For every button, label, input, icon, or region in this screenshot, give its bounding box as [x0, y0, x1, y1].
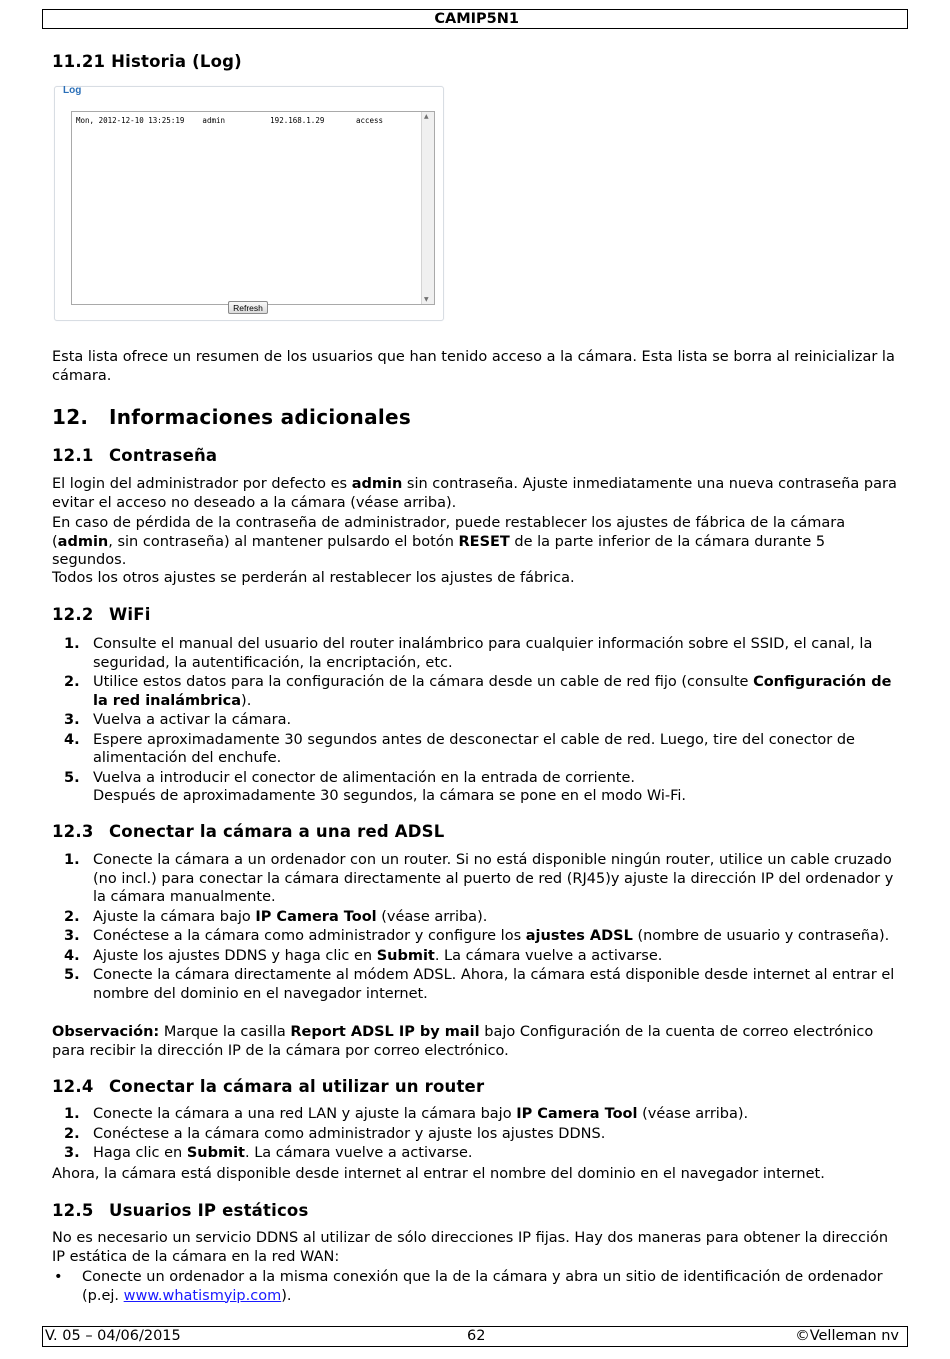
item-number: 5.	[64, 769, 80, 786]
item-number: 1.	[64, 852, 80, 868]
section-number: 12.3	[52, 822, 94, 841]
item-text: Haga clic en	[93, 1145, 187, 1161]
whatismyip-link[interactable]: www.whatismyip.com	[123, 1287, 282, 1304]
section-number: 12.1	[52, 446, 94, 465]
password-paragraph-2	[52, 514, 902, 570]
section-title: Conectar la cámara al utilizar un router	[109, 1077, 485, 1096]
list-item	[52, 1125, 902, 1144]
adsl-note	[52, 1023, 902, 1060]
bold-run: admin	[57, 533, 109, 550]
item-text: . La cámara vuelve a activarse.	[244, 1145, 473, 1161]
item-number: 2.	[64, 1125, 80, 1142]
text-run: ).	[281, 1287, 292, 1304]
text-run: En caso de pérdida de la contraseña de administrador, puede restablecer los ajustes de fábrica de la cámara (	[52, 515, 846, 550]
footer-version: V. 05 – 04/06/2015	[45, 1328, 181, 1344]
list-item	[52, 635, 902, 672]
router-after-text: Ahora, la cámara está disponible desde internet al entrar el nombre del dominio en el navegador internet.	[52, 1166, 825, 1182]
bold-run: IP Camera Tool	[255, 908, 377, 925]
list-item	[52, 851, 902, 907]
log-textarea[interactable]	[71, 111, 435, 305]
bold-run: ajustes ADSL	[525, 928, 633, 944]
text-run: Conecte un ordenador a la misma conexión que la de la cámara y abra un sitio de identificación de ordenador (p.ej.	[82, 1269, 883, 1304]
list-item	[52, 1105, 902, 1124]
section-12-heading	[52, 405, 411, 429]
section-number: 11.21	[52, 52, 106, 71]
section-12-3-heading	[52, 822, 444, 841]
section-title: Historia (Log)	[111, 52, 242, 71]
static-ip-bullet	[52, 1268, 902, 1305]
item-text: Después de aproximadamente 30 segundos, la cámara se pone en el modo Wi-Fi.	[93, 788, 687, 804]
bold-run: Report ADSL IP by mail	[290, 1024, 480, 1040]
item-text: Ajuste la cámara bajo	[93, 908, 256, 925]
text-run: , sin contraseña) al mantener pulsardo el botón	[108, 533, 459, 550]
item-text: Conéctese a la cámara como administrador y configure los	[93, 928, 526, 944]
item-text: Utilice estos datos para la configuración de la cámara desde un cable de red fijo (consulte	[93, 674, 754, 690]
item-text: Conéctese a la cámara como administrador y ajuste los ajustes DDNS.	[93, 1125, 606, 1142]
item-text: Ajuste los ajustes DDNS y haga clic en	[93, 947, 377, 964]
item-number: 3.	[64, 928, 80, 944]
list-item	[52, 966, 902, 1003]
list-item	[52, 769, 902, 806]
list-item	[52, 927, 902, 946]
log-panel	[54, 86, 444, 321]
item-text: Conecte la cámara a una red LAN y ajuste la cámara bajo	[93, 1106, 517, 1122]
text-run: de la parte inferior de la cámara durante 5 segundos.	[52, 533, 826, 568]
list-item	[52, 731, 902, 768]
log-panel-title: Log	[63, 85, 82, 96]
section-12-4-heading	[52, 1077, 484, 1096]
text-run: El login del administrador por defecto es	[52, 476, 352, 492]
section-12-5-heading	[52, 1201, 309, 1220]
item-text: ).	[241, 692, 252, 709]
item-text: (véase arriba).	[376, 908, 488, 925]
bold-run: RESET	[458, 533, 510, 550]
section-number: 12.	[52, 405, 89, 429]
section-title: Conectar la cámara a una red ADSL	[109, 822, 445, 841]
section-title: Usuarios IP estáticos	[109, 1201, 309, 1220]
bold-run: admin	[351, 476, 403, 492]
item-text: Vuelva a activar la cámara.	[93, 712, 292, 728]
list-item	[52, 947, 902, 966]
section-number: 12.4	[52, 1077, 94, 1096]
password-paragraph-3: Todos los otros ajustes se perderán al restablecer los ajustes de fábrica.	[52, 570, 575, 586]
footer-copyright: ©Velleman nv	[795, 1328, 899, 1344]
section-title: WiFi	[109, 605, 151, 624]
page-header	[42, 9, 908, 29]
item-number: 2.	[64, 908, 80, 925]
text-run: Marque la casilla	[159, 1024, 291, 1040]
scroll-up-icon[interactable]: ▲	[424, 113, 429, 120]
list-item	[52, 1144, 902, 1163]
section-12-2-heading	[52, 605, 151, 624]
router-steps-list	[52, 1105, 902, 1163]
item-number: 4.	[64, 947, 80, 964]
item-number: 1.	[64, 1106, 80, 1122]
footer-page-number: 62	[467, 1328, 486, 1344]
item-number: 2.	[64, 674, 80, 690]
list-item	[52, 673, 902, 710]
note-label: Observación:	[52, 1024, 160, 1040]
text-run: bajo Configuración de la cuenta de correo electrónico para recibir la dirección IP de la cámara por correo electrónico.	[52, 1024, 874, 1059]
section-12-1-heading	[52, 446, 217, 465]
item-text: Espere aproximadamente 30 segundos antes de desconectar el cable de red. Luego, tire del conector de alimentación del enchufe.	[93, 731, 855, 766]
item-text: (nombre de usuario y contraseña).	[632, 928, 890, 944]
item-text: . La cámara vuelve a activarse.	[434, 947, 663, 964]
item-text: (véase arriba).	[637, 1106, 749, 1122]
bold-run: Configuración de la red inalámbrica	[93, 674, 892, 709]
bullet-dot: •	[54, 1269, 63, 1285]
log-entry: Mon, 2012-12-10 13:25:19 admin 192.168.1.29 access	[76, 116, 384, 125]
list-item	[52, 908, 902, 927]
password-paragraph-1	[52, 475, 902, 512]
refresh-button[interactable]: Refresh	[228, 301, 268, 314]
item-text: Vuelva a introducir el conector de alimentación en la entrada de corriente.	[93, 769, 635, 786]
item-number: 3.	[64, 712, 80, 728]
item-number: 3.	[64, 1145, 80, 1161]
doc-code: CAMIP5N1	[434, 11, 519, 27]
wifi-steps-list	[52, 635, 902, 806]
bold-run: Submit	[376, 947, 435, 964]
text-run: sin contraseña. Ajuste inmediatamente una nueva contraseña para evitar el acceso no deseado a la cámara (véase arriba).	[52, 476, 897, 511]
item-number: 4.	[64, 731, 80, 748]
adsl-steps-list	[52, 851, 902, 1003]
section-11-21-heading	[52, 52, 242, 71]
section-number: 12.5	[52, 1201, 94, 1220]
section-title: Contraseña	[109, 446, 218, 465]
log-scrollbar[interactable]	[421, 112, 434, 304]
item-number: 1.	[64, 636, 80, 652]
bold-run: IP Camera Tool	[516, 1106, 638, 1122]
static-ip-paragraph: No es necesario un servicio DDNS al utilizar de sólo direcciones IP fijas. Hay dos maneras para obtener la dirección IP estática de la cámara en la red WAN:	[52, 1230, 889, 1265]
scroll-down-icon[interactable]: ▼	[424, 296, 429, 303]
bold-run: Submit	[186, 1145, 245, 1161]
page-footer	[42, 1326, 908, 1347]
list-item	[52, 711, 902, 730]
section-title: Informaciones adicionales	[109, 405, 412, 429]
log-description: Esta lista ofrece un resumen de los usuarios que han tenido acceso a la cámara. Esta lista se borra al reinicializar la cámara.	[52, 349, 895, 384]
item-text: Conecte la cámara directamente al módem ADSL. Ahora, la cámara está disponible desde internet al entrar el nombre del dominio en el navegador internet.	[93, 967, 895, 1002]
item-text: Conecte la cámara a un ordenador con un router. Si no está disponible ningún router, utilice un cable cruzado (no incl.) para conectar la cámara directamente al puerto de red (RJ45)y ajuste la dirección IP del ordenador y la cámara manualmente.	[93, 852, 894, 905]
section-number: 12.2	[52, 605, 94, 624]
item-number: 5.	[64, 967, 80, 983]
item-text: Consulte el manual del usuario del router inalámbrico para cualquier información sobre el SSID, el canal, la seguridad, la autentificación, la encriptación, etc.	[93, 636, 873, 671]
